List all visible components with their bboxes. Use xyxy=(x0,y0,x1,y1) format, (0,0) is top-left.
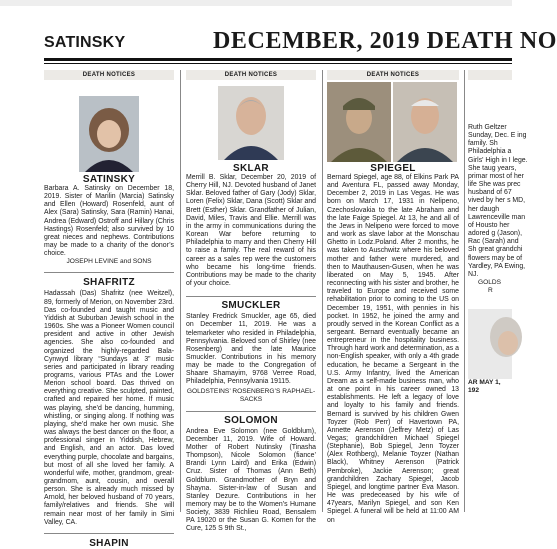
shafritz-heading: SHAFRITZ xyxy=(83,277,135,289)
smuckler-funeral-home: GOLDSTEINS’ ROSENBERG’S RAPHAEL-SACKS xyxy=(186,387,316,403)
satinsky-photo xyxy=(79,96,139,172)
satinsky-heading: SATINSKY xyxy=(82,174,136,185)
column-separator xyxy=(322,70,323,512)
page-title: DECEMBER, 2019 DEATH NO xyxy=(213,28,557,54)
sklar-photo xyxy=(218,86,284,160)
divider xyxy=(186,411,316,412)
death-notices-label: DEATH NOTICES xyxy=(327,70,459,80)
partial-caption: AR MAY 1, 192 xyxy=(468,378,501,394)
smuckler-heading: SMUCKLER xyxy=(221,300,281,312)
column-1 xyxy=(44,70,174,549)
death-notices-bar xyxy=(468,70,512,80)
divider xyxy=(44,533,174,534)
spiegel-photo-young xyxy=(327,82,391,162)
portrait-man-icon xyxy=(393,82,457,162)
column-2 xyxy=(186,70,316,533)
column-4 xyxy=(468,70,528,512)
spiegel-photo-old xyxy=(393,82,457,162)
continued-funeral-home-2: R xyxy=(488,286,493,294)
portrait-man-icon xyxy=(218,86,284,160)
header-rule xyxy=(44,58,512,61)
continued-funeral-home: GOLDS xyxy=(478,278,502,286)
continued-notice: Ruth Geltzer Sunday, Dec. E ing family. Sh Philadelphia a Girls' High in I lege. She taug years, primar most of her life She was prec husband of 67 vived by her s MD, her daugh Lawrenceville man of Housto her adored g (Jason), Rac (Sarah) and Sh great grandchi flowers may be of Yardley, PA Ewing, NJ. xyxy=(468,124,528,278)
header-rule-thin xyxy=(44,63,512,64)
sklar-notice: Merrill B. Sklar, December 20, 2019 of Cherry Hill, NJ. Devoted husband of Janet Sklar. Beloved father of Gary (Jody) Sklar, Loren (Felix) Sklar, Dana (Scott) Sklar and Brett (Esther) Sklar. Grandfather of Julian, David, Miles, Travis and Ellie. Merrill was in the army in communications during the Korean War before returning to Philadelphia to marry and then Cherry Hill to raise a family. The real reward of his career as a sales rep were the customers who became his long-time friends. Contributions may be made to the charity of your choice. xyxy=(186,174,316,288)
partial-photo xyxy=(468,309,512,379)
column-separator xyxy=(464,70,465,512)
sklar-heading: SKLAR xyxy=(233,163,269,174)
spiegel-notice: Bernard Spiegel, age 88, of Elkins Park PA and Aventura FL, passed away Monday, December 2, 2019 in Las Vegas. He was born on March 17, 1931 in Nelipeno, Czechoslovakia to the late Abraham and the late Faige Spiegel. At 13, he and all of the Jews in Nelipeno were forced to move and work as slave labor at the Monschau Ghetto in Lodz.Poland. After 2 months, he was taken to Auschwitz where his beloved mother and father were murdered, and then to Mauthausen-Gusen, when he was liberated on May 5, 1945. After reconnecting with his sister and brother, he traveled to Europe and received some rehabilitation prior to coming to the US on December 19, 1951, with pennies in his pocket. In 1952, he joined the army and proudly served in the Korean Conflict as a sergeant. Bernard eventually became an entrepreneur in the hospitality business. Through hard work and determination, as a non-English speaker, with only a 4th grade education, he became a Sergeant in the U.S. Army Infantry, lived the American Dream as a self-made business man, who at one point in his career owned 13 establishments. He left a legacy of love and loyalty to his family and friends. Bernard is survived by his children Gwen Toyzer (Rob Perr) of Havertown PA, Annette Aerenson (Jeffrey Metz) of Las Vegas; grandchildren Michael Spiegel (Stephanie), Bob Spiegel, Jenn Toyzer (Alex Rothberg), Melanie Toyzer (Nathan Black), Whitney Aerenson (Patrick Pembroke), Jackie Aerenson; great grandchildren Zachary Spiegel, Jacob Spiegel, and longtime partner Eva Mason. He was predeceased by his wife of 47years, Marilyn Spiegel, and son Ken Spiegel. A funeral will be held at 11:00 AM on xyxy=(327,174,459,524)
portrait-woman-icon xyxy=(79,96,139,172)
spiegel-photos xyxy=(327,82,459,162)
column-separator xyxy=(180,70,181,512)
satinsky-funeral-home: JOSEPH LEVINE and SONS xyxy=(66,258,152,266)
section-name: SATINSKY xyxy=(44,34,126,51)
shapin-heading: SHAPIN xyxy=(89,537,129,549)
solomon-heading: SOLOMON xyxy=(224,414,278,426)
solomon-notice: Andrea Eve Solomon (nee Goldblum), December 11, 2019. Wife of Howard. Mother of Robert Nutinsky (Tinasha Thompson), Nicole Solomon (fiance’ Brandi Lynn Laird) and Erika (Edwin) Cruz. Sister of Thomas (Ann Beth) Goldblum. Grandmother of Bryn and Shayna. Sister-in-law of Susan and Stanley Dezure. Contributions in her memory may be to the Women’s Humane Society, 3839 Richlieu Road, Bensalem PA 19020 or the Susan G. Komen for the Cure, 125 S 9th St., xyxy=(186,427,316,533)
portrait-soldier-icon xyxy=(327,82,391,162)
smuckler-notice: Stanley Fredrick Smuckler, age 65, died on December 11, 2019. He was a telemarketer who resided in Philadelphia, Pennsylvania. Beloved son of Shirley (nee Rosenberg) and the late Maurice Smuckler. Contributions in his memory may be made to the Congregation of Shaare Shamayim, 9768 Verree Road, Philadelphia, Pennsylvania 19115. xyxy=(186,313,316,386)
death-notices-label: DEATH NOTICES xyxy=(186,70,316,80)
shafritz-notice: Hadassah (Das) Shafritz (nee Weitzel), 89, formerly of Merion, on November 23rd. Das co-founded and taught music and Yiddish at Suburban Jewish school in the 1960s. She was a Pioneer Women council president and active in other Jewish agencies. She also co-founded and organized the highly-regarded Bala-Cynwyd library “Sundays at 3” music series and participated in library reading programs, various PTAs and the Lower Merion school board. Das thrived on everything creative. She sculpted, painted, crafted and repaired her home. If music was playing, she’d be dancing, humming, whistling, or singing along. If nothing was playing, she’d make her own music. She was always the best dancer on the floor, a professional singer in Yiddish, Hebrew, and English, and an actor. Das loved everything purple, chocolate and bargains, but most of all she loved her family. A wonderful wife, mother, grandmom, great-grandmom, aunt, cousin, and overall person. She is already much missed by Arnold, her beloved husband of 70 years, family/relatives and friends. She will remain near most of her family in Simi Valley, CA. xyxy=(44,290,174,526)
spiegel-heading: SPIEGEL xyxy=(370,163,416,174)
top-edge xyxy=(0,0,512,6)
death-notices-label: DEATH NOTICES xyxy=(44,70,174,80)
divider xyxy=(44,272,174,273)
satinsky-notice: Barbara A. Satinsky on December 18, 2019. Sister of Marilin (Marcia) Satinsky and Ellen (Howard) Rosenfeld, aunt of Alex (Sara) Satinsky, Sara (Ramin) Hanai, Andrea (Edward) Ostroff and Hillary (Chris Hastings) Rosenfeld; also survived by 10 great nieces and nephews. Contributions may be made to a charity of the donor’s choice. xyxy=(44,185,174,258)
column-3 xyxy=(327,70,459,524)
divider xyxy=(186,296,316,297)
portrait-woman-icon xyxy=(468,309,512,379)
